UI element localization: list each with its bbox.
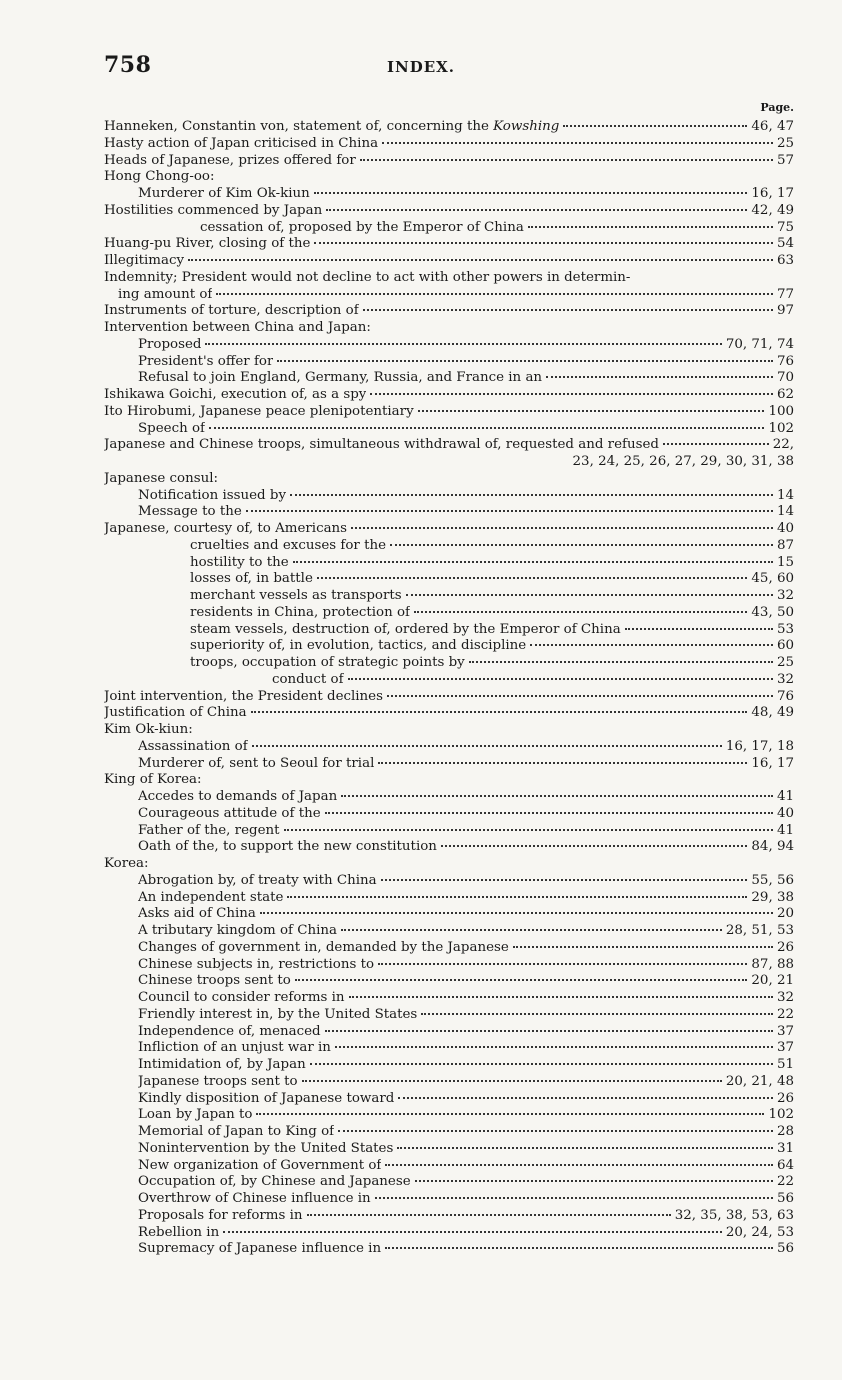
entry-pages: 32, 35, 38, 53, 63 xyxy=(674,1207,794,1223)
dot-leader xyxy=(310,1062,773,1065)
index-entry xyxy=(104,236,794,253)
entry-pages: 75 xyxy=(776,219,794,235)
entry-text: Hanneken, Constantin von, statement of, concerning the Kowshing xyxy=(104,119,560,134)
dot-leader xyxy=(348,677,773,680)
dot-leader xyxy=(341,928,722,931)
index-entry xyxy=(104,303,794,320)
dot-leader xyxy=(418,409,765,412)
entry-pages: 15 xyxy=(776,554,794,570)
entry-pages: 37 xyxy=(776,1023,794,1039)
index-entry xyxy=(104,1057,794,1074)
index-entry xyxy=(104,622,794,639)
entry-text: Infliction of an unjust war in xyxy=(138,1040,331,1056)
entry-text: Joint intervention, the President declines xyxy=(104,688,383,704)
entry-text: President's offer for xyxy=(138,353,274,369)
dot-leader xyxy=(382,141,773,144)
entry-text: Message to the xyxy=(138,504,242,520)
dot-leader xyxy=(295,978,748,981)
entry-pages: 100 xyxy=(768,403,794,419)
entry-pages: 48, 49 xyxy=(751,705,794,721)
running-head: INDEX. xyxy=(386,58,456,76)
index-entry xyxy=(104,538,794,555)
dot-leader xyxy=(314,241,773,244)
page-column-label: Page. xyxy=(760,101,794,114)
index-entry xyxy=(104,186,794,203)
entry-pages: 43, 50 xyxy=(751,604,794,620)
index-entry xyxy=(104,638,794,655)
index-heading xyxy=(104,722,794,739)
index-entry xyxy=(104,287,794,304)
index-entry xyxy=(104,839,794,856)
entry-pages: 41 xyxy=(776,789,794,804)
dot-leader xyxy=(284,828,773,831)
entry-text: Hasty action of Japan criticised in China xyxy=(104,135,379,151)
entry-text: Japanese troops sent to xyxy=(138,1073,298,1089)
entry-text: superiority of, in evolution, tactics, and discipline xyxy=(190,638,527,654)
entry-pages: 22 xyxy=(776,1006,794,1022)
entry-pages: 28 xyxy=(776,1124,794,1139)
entry-pages: 76 xyxy=(776,353,794,369)
entry-text: Proposals for reforms in xyxy=(138,1207,303,1223)
dot-leader xyxy=(385,1246,773,1249)
dot-leader xyxy=(209,426,764,429)
index-entry xyxy=(104,1141,794,1158)
entry-pages: 46, 47 xyxy=(751,119,794,134)
index-entry xyxy=(104,504,794,521)
dot-leader xyxy=(251,710,748,713)
entry-pages: 26 xyxy=(776,1090,794,1106)
dot-leader xyxy=(293,560,773,563)
dot-leader xyxy=(341,794,773,797)
entry-text: Friendly interest in, by the United States xyxy=(138,1006,418,1022)
entry-pages: 60 xyxy=(776,638,794,654)
entry-pages: 64 xyxy=(776,1157,794,1173)
entry-text: Overthrow of Chinese influence in xyxy=(138,1191,371,1206)
entry-pages: 42, 49 xyxy=(751,202,794,218)
entry-pages-continued: 23, 24, 25, 26, 27, 29, 30, 31, 38 xyxy=(572,454,794,469)
dot-leader xyxy=(335,1045,773,1048)
entry-text: Accedes to demands of Japan xyxy=(138,789,338,804)
entry-pages: 45, 60 xyxy=(751,571,794,587)
index-entry xyxy=(104,789,794,806)
dot-leader xyxy=(256,1112,764,1115)
dot-leader xyxy=(260,911,773,914)
index-entry xyxy=(104,153,794,170)
entry-text: steam vessels, destruction of, ordered by the Emperor of China xyxy=(190,621,621,637)
index-entry xyxy=(104,571,794,588)
entry-pages: 37 xyxy=(776,1040,794,1056)
dot-leader xyxy=(381,878,748,881)
entry-text: ing amount of xyxy=(118,286,213,302)
index-entry xyxy=(104,421,794,438)
dot-leader xyxy=(349,995,773,998)
entry-pages: 20 xyxy=(776,906,794,922)
index-entry xyxy=(104,521,794,538)
entry-text: merchant vessels as transports xyxy=(190,588,402,603)
entry-text: Intimidation of, by Japan xyxy=(138,1057,306,1072)
index-entry xyxy=(104,1241,794,1258)
index-entry xyxy=(104,655,794,672)
entry-text: Intervention between China and Japan: xyxy=(104,320,371,335)
entry-text: Chinese subjects in, restrictions to xyxy=(138,956,375,972)
entry-text: Abrogation by, of treaty with China xyxy=(138,872,377,888)
page-number: 758 xyxy=(104,52,152,78)
index-entry xyxy=(104,990,794,1007)
index-entry xyxy=(104,136,794,153)
index-entry xyxy=(104,1040,794,1057)
entry-pages: 16, 17 xyxy=(751,186,794,201)
dot-leader xyxy=(205,342,721,345)
dot-leader xyxy=(663,442,769,445)
entry-text: Loan by Japan to xyxy=(138,1107,253,1123)
entry-italic-text: Kowshing xyxy=(493,119,560,134)
dot-leader xyxy=(302,1079,722,1082)
dot-leader xyxy=(528,225,773,228)
index-entry xyxy=(104,203,794,220)
index-entry xyxy=(104,823,794,840)
entry-text: Huang-pu River, closing of the xyxy=(104,236,311,252)
entry-pages: 56 xyxy=(776,1191,794,1206)
index-entry xyxy=(104,1191,794,1208)
index-entry xyxy=(104,940,794,957)
entry-pages: 57 xyxy=(776,152,794,168)
dot-leader xyxy=(397,1146,773,1149)
entry-pages: 53 xyxy=(776,621,794,637)
entry-pages: 32 xyxy=(776,588,794,603)
entry-pages: 87, 88 xyxy=(751,956,794,972)
entry-text: losses of, in battle xyxy=(190,571,313,587)
entry-text: Japanese consul: xyxy=(104,470,218,486)
entry-text: Asks aid of China xyxy=(138,906,256,922)
index-entry xyxy=(104,756,794,773)
entry-text: Indemnity; President would not decline to act with other powers in determin- xyxy=(104,269,631,285)
entry-text: A tributary kingdom of China xyxy=(138,923,337,938)
dot-leader xyxy=(375,1196,773,1199)
entry-text: Korea: xyxy=(104,856,149,871)
dot-leader xyxy=(546,375,773,378)
index-entry xyxy=(104,1225,794,1242)
dot-leader xyxy=(421,1012,773,1015)
dot-leader xyxy=(387,694,773,697)
entry-text: Ishikawa Goichi, execution of, as a spy xyxy=(104,387,367,402)
dot-leader xyxy=(307,1213,671,1216)
entry-text: Hong Chong-oo: xyxy=(104,169,215,185)
entry-pages: 20, 24, 53 xyxy=(725,1224,794,1240)
entry-pages: 84, 94 xyxy=(751,839,794,855)
dot-leader xyxy=(414,610,747,613)
dot-leader xyxy=(360,158,773,161)
entry-text: Rebellion in xyxy=(138,1224,220,1240)
entry-text: Instruments of torture, description of xyxy=(104,303,359,319)
entry-text: Justification of China xyxy=(104,705,247,721)
entry-pages: 16, 17 xyxy=(751,755,794,771)
dot-leader xyxy=(287,895,747,898)
entry-text: Father of the, regent xyxy=(138,822,280,838)
index-entry xyxy=(104,923,794,940)
entry-pages: 54 xyxy=(776,236,794,252)
index-entry xyxy=(104,906,794,923)
entry-pages: 62 xyxy=(776,387,794,402)
entry-pages: 40 xyxy=(776,521,794,536)
entry-pages: 25 xyxy=(776,655,794,670)
index-entry xyxy=(104,890,794,907)
index-entry xyxy=(104,1091,794,1108)
entry-pages: 51 xyxy=(776,1057,794,1072)
entry-text: Japanese, courtesy of, to Americans xyxy=(104,521,348,536)
entry-text: Heads of Japanese, prizes offered for xyxy=(104,152,356,168)
dot-leader xyxy=(290,493,773,496)
index-entry xyxy=(104,555,794,572)
entry-text: Occupation of, by Chinese and Japanese xyxy=(138,1174,411,1190)
index-entry xyxy=(104,1174,794,1191)
index-entry xyxy=(104,973,794,990)
index-entry xyxy=(104,1107,794,1124)
dot-leader xyxy=(314,191,748,194)
entry-text: Refusal to join England, Germany, Russia, and France in an xyxy=(138,370,543,386)
entry-pages: 20, 21 xyxy=(751,973,794,989)
entry-text: troops, occupation of strategic points by xyxy=(190,655,465,670)
entry-pages: 40 xyxy=(776,805,794,821)
entry-text: King of Korea: xyxy=(104,772,202,788)
dot-leader xyxy=(530,643,773,646)
index-entry xyxy=(104,588,794,605)
entry-text: Assassination of xyxy=(138,738,248,754)
index-heading xyxy=(104,320,794,337)
entry-pages: 22 xyxy=(776,1174,794,1190)
index-entry xyxy=(104,806,794,823)
dot-leader xyxy=(390,543,773,546)
entry-pages: 77 xyxy=(776,286,794,302)
entry-pages: 70 xyxy=(776,370,794,386)
dot-leader xyxy=(325,1029,773,1032)
index-entry xyxy=(104,1007,794,1024)
entry-text: Murderer of Kim Ok-kiun xyxy=(138,186,310,201)
entry-text: cessation of, proposed by the Emperor of China xyxy=(200,219,524,235)
entry-text: Hostilities commenced by Japan xyxy=(104,202,323,218)
index-entry xyxy=(104,337,794,354)
index-heading xyxy=(104,471,794,488)
entry-text: Supremacy of Japanese influence in xyxy=(138,1241,382,1257)
entry-text: Speech of xyxy=(138,420,205,436)
entry-text: Nonintervention by the United States xyxy=(138,1140,394,1156)
dot-leader xyxy=(188,258,773,261)
dot-leader xyxy=(216,292,773,295)
entry-pages: 32 xyxy=(776,671,794,687)
index-entry xyxy=(104,253,794,270)
index-entry xyxy=(104,739,794,756)
entry-text: hostility to the xyxy=(190,554,289,570)
entry-text: Courageous attitude of the xyxy=(138,805,321,821)
entry-text: Notification issued by xyxy=(138,487,287,503)
index-entry xyxy=(104,1124,794,1141)
index-entry xyxy=(104,370,794,387)
entry-text: Memorial of Japan to King of xyxy=(138,1124,335,1139)
dot-leader xyxy=(338,1129,773,1132)
dot-leader xyxy=(317,576,748,579)
dot-leader xyxy=(563,124,747,127)
index-entry xyxy=(104,1024,794,1041)
index-entry xyxy=(104,1158,794,1175)
entry-pages: 76 xyxy=(776,688,794,704)
entry-pages: 25 xyxy=(776,135,794,151)
entry-pages: 16, 17, 18 xyxy=(725,738,794,754)
index-entry xyxy=(104,1208,794,1225)
entry-text: Chinese troops sent to xyxy=(138,973,291,989)
entry-pages: 55, 56 xyxy=(751,872,794,888)
index-entry xyxy=(104,873,794,890)
entry-text: cruelties and excuses for the xyxy=(190,537,387,553)
index-entry xyxy=(104,220,794,237)
index-entry xyxy=(104,437,794,454)
entry-pages: 29, 38 xyxy=(751,889,794,905)
entry-text: Oath of the, to support the new constitution xyxy=(138,839,437,855)
entry-pages: 32 xyxy=(776,990,794,1005)
index-entry xyxy=(104,1074,794,1091)
index-entry xyxy=(104,689,794,706)
entry-text: Council to consider reforms in xyxy=(138,990,345,1005)
entry-pages: 41 xyxy=(776,822,794,838)
entry-text: Murderer of, sent to Seoul for trial xyxy=(138,755,375,771)
dot-leader xyxy=(370,392,773,395)
index-entry xyxy=(104,354,794,371)
entry-pages: 14 xyxy=(776,504,794,520)
entry-pages: 70, 71, 74 xyxy=(725,336,794,352)
index-entry xyxy=(104,957,794,974)
dot-leader xyxy=(277,359,773,362)
entry-text: conduct of xyxy=(272,671,344,687)
entry-pages: 102 xyxy=(768,1107,794,1123)
dot-leader xyxy=(513,945,773,948)
dot-leader xyxy=(406,593,773,596)
entry-text: Illegitimacy xyxy=(104,253,185,268)
index-entry xyxy=(104,119,794,136)
entry-text: Proposed xyxy=(138,336,202,352)
dot-leader xyxy=(363,308,773,311)
entry-text: residents in China, protection of xyxy=(190,604,411,620)
index-entry xyxy=(104,387,794,404)
entry-pages: 28, 51, 53 xyxy=(725,923,794,938)
entry-pages: 56 xyxy=(776,1241,794,1257)
index-list xyxy=(104,119,794,1258)
dot-leader xyxy=(625,627,773,630)
entry-pages: 31 xyxy=(776,1140,794,1156)
dot-leader xyxy=(378,962,747,965)
entry-text: Japanese and Chinese troops, simultaneous withdrawal of, requested and refused xyxy=(104,437,659,453)
index-entry xyxy=(104,605,794,622)
index-entry xyxy=(104,404,794,421)
dot-leader xyxy=(351,526,773,529)
entry-text: Independence of, menaced xyxy=(138,1023,321,1039)
entry-pages: 102 xyxy=(768,420,794,436)
entry-pages: 14 xyxy=(776,487,794,503)
index-entry xyxy=(104,672,794,689)
dot-leader xyxy=(223,1230,722,1233)
index-entry xyxy=(104,488,794,505)
dot-leader xyxy=(246,509,773,512)
entry-text: Changes of government in, demanded by the Japanese xyxy=(138,939,509,955)
entry-pages: 20, 21, 48 xyxy=(725,1073,794,1089)
dot-leader xyxy=(441,844,747,847)
entry-pages: 97 xyxy=(776,303,794,319)
index-heading xyxy=(104,169,794,186)
dot-leader xyxy=(469,660,773,663)
dot-leader xyxy=(398,1096,773,1099)
dot-leader xyxy=(385,1163,773,1166)
entry-pages: 87 xyxy=(776,537,794,553)
entry-pages: 22, xyxy=(772,437,794,453)
dot-leader xyxy=(252,744,722,747)
index-entry xyxy=(104,705,794,722)
dot-leader xyxy=(378,761,747,764)
index-heading xyxy=(104,856,794,873)
dot-leader xyxy=(415,1179,773,1182)
entry-text: New organization of Government of xyxy=(138,1157,382,1173)
entry-text: Kindly disposition of Japanese toward xyxy=(138,1090,395,1106)
dot-leader xyxy=(325,811,773,814)
entry-pages: 26 xyxy=(776,939,794,955)
entry-text: An independent state xyxy=(138,889,284,905)
entry-text: Ito Hirobumi, Japanese peace plenipotentiary xyxy=(104,403,414,419)
dot-leader xyxy=(326,208,747,211)
entry-text: Kim Ok-kiun: xyxy=(104,722,193,737)
entry-pages: 63 xyxy=(776,253,794,268)
index-heading xyxy=(104,772,794,789)
index-heading xyxy=(104,270,794,287)
